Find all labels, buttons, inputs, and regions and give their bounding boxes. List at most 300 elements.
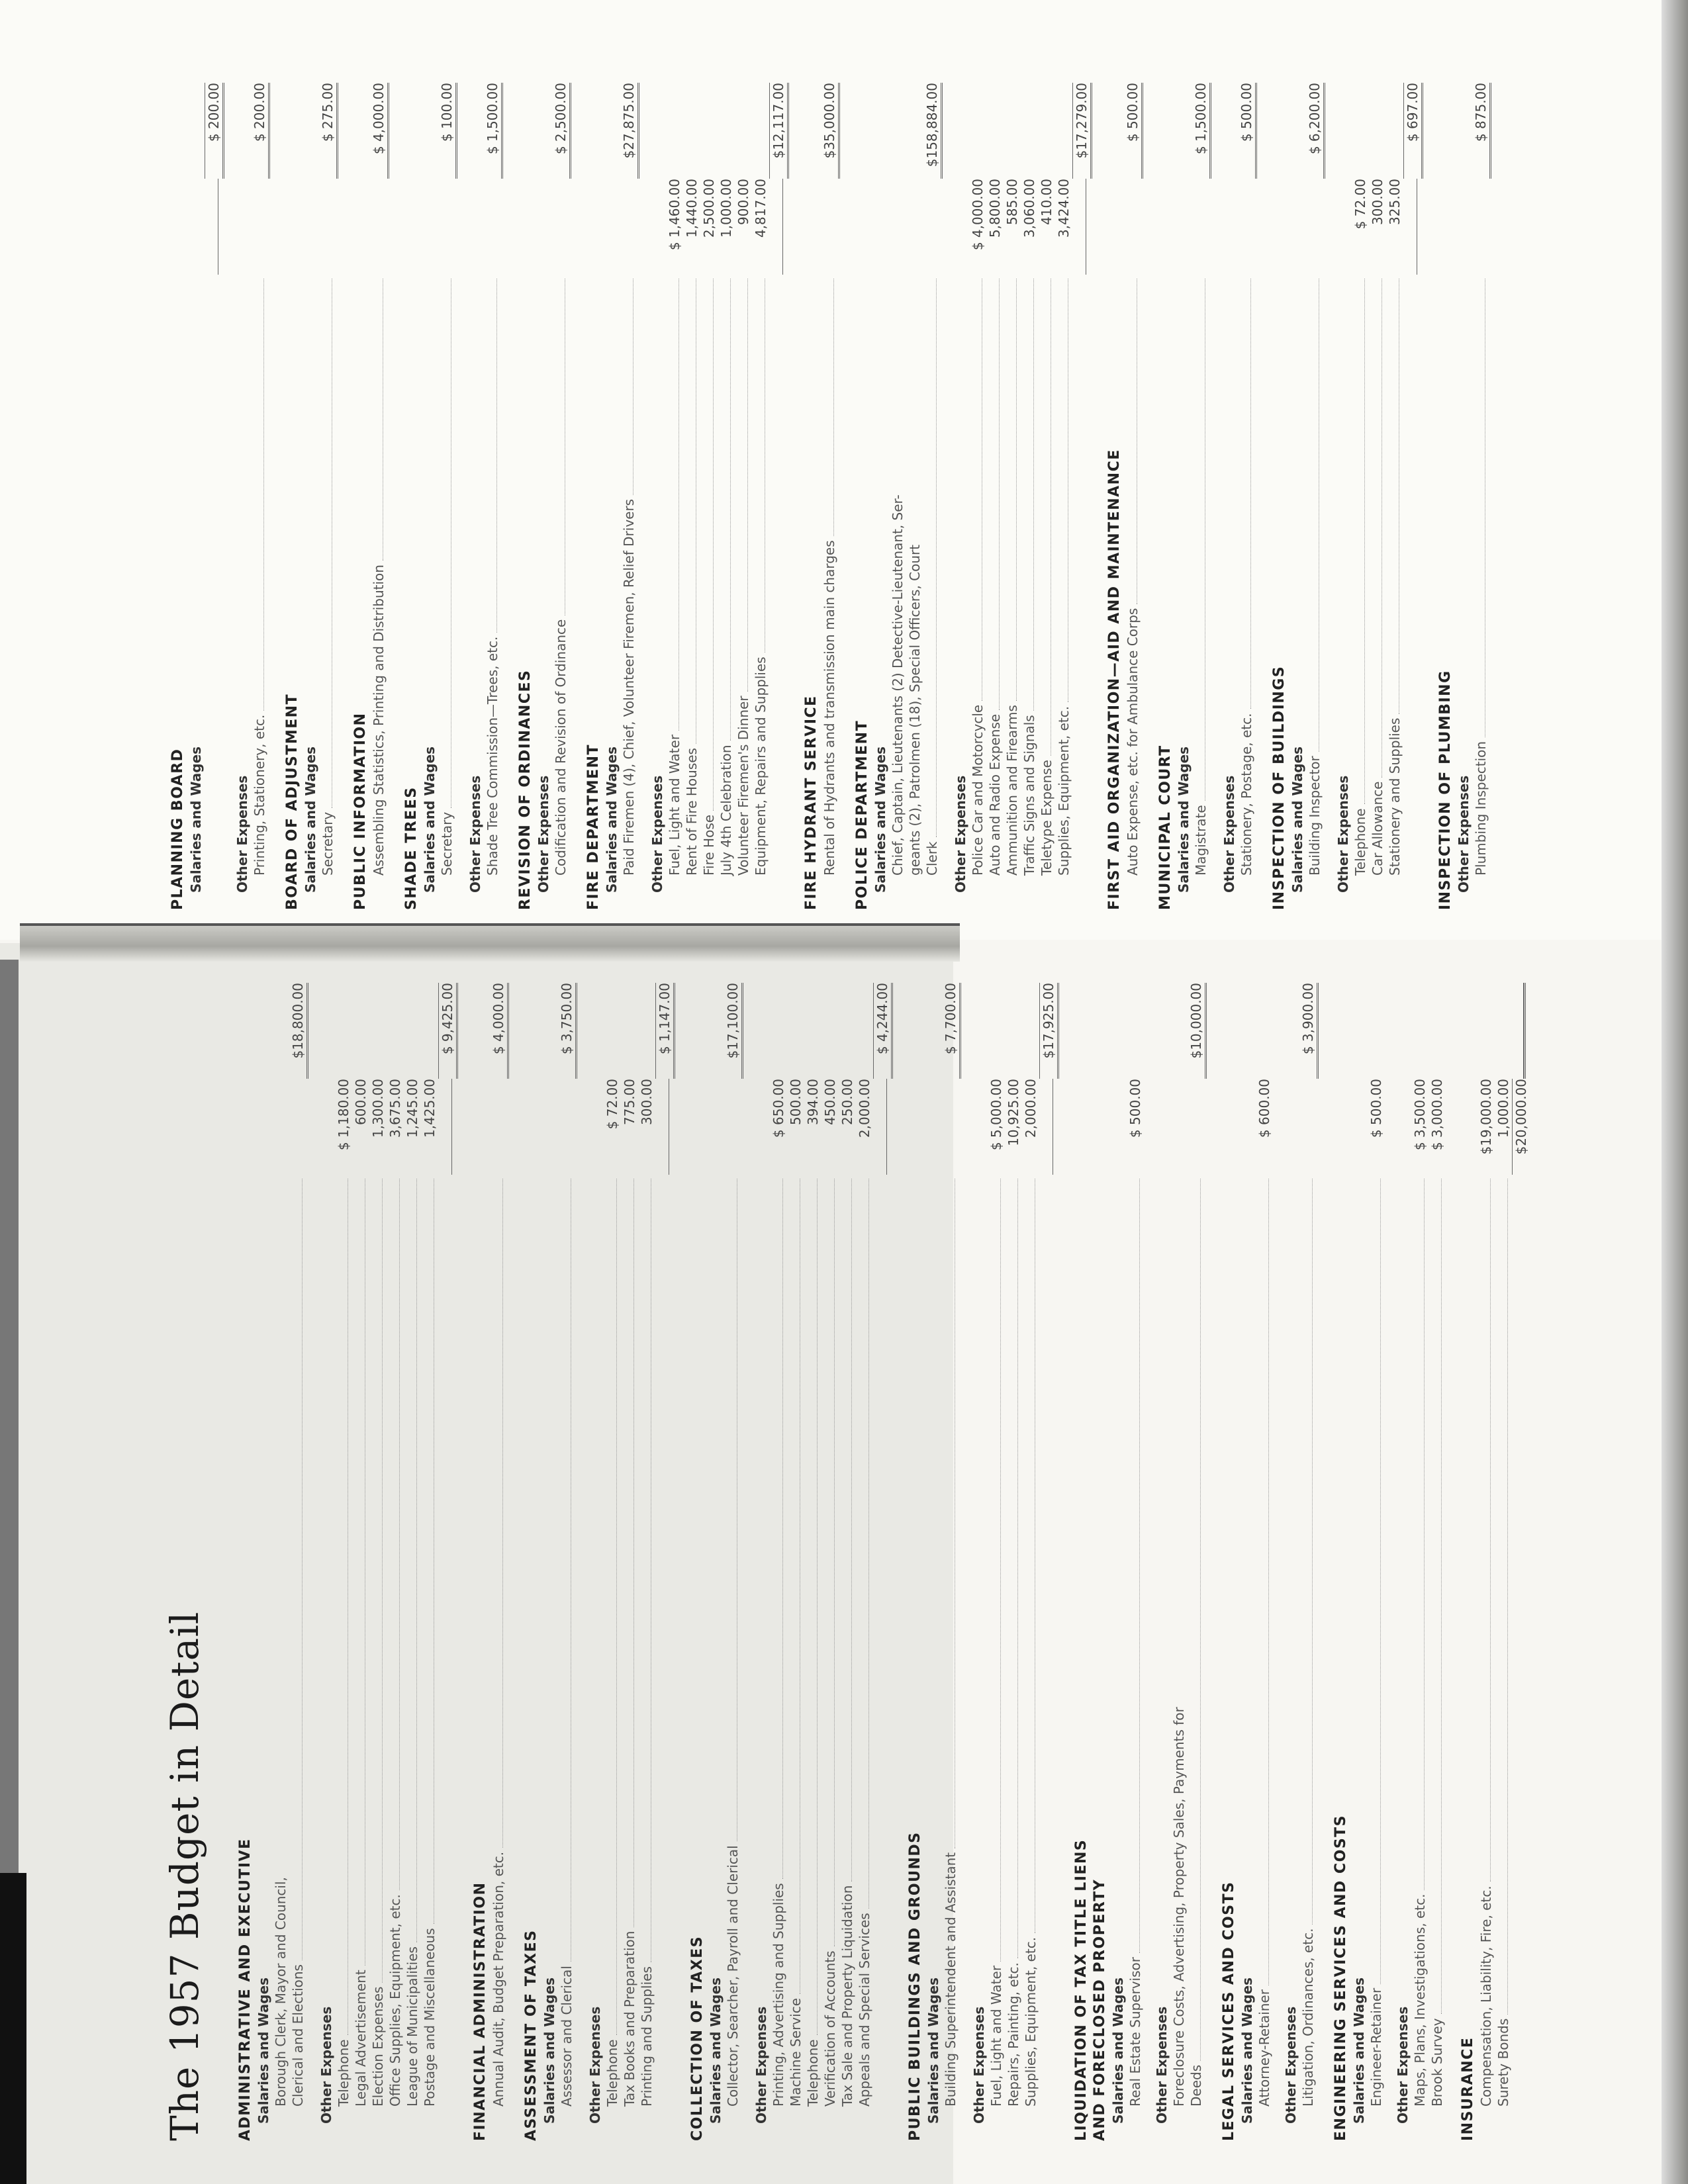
line-item [352, 983, 369, 2141]
budget-section-municipal-court [1156, 83, 1257, 910]
total-amount: $ 1,500.00 [1192, 83, 1211, 179]
line-item [666, 83, 683, 910]
line-item [335, 983, 352, 2141]
subheading-salaries-and-wages: Salaries and Wages [872, 746, 888, 893]
subheading-salaries-and-wages: Salaries and Wages [1289, 746, 1305, 893]
line-item [369, 983, 387, 2141]
line-item [700, 83, 718, 910]
subheading-other-expenses: Other Expenses [1154, 2006, 1170, 2124]
item-label: Teletype Expense [1039, 760, 1055, 876]
total-amount: $35,000.00 [821, 83, 840, 179]
dot-leader [254, 279, 264, 711]
item-amount [451, 1079, 452, 1175]
section-heading: ENGINEERING SERVICES AND COSTS [1333, 1814, 1349, 2141]
total-amount: $158,884.00 [923, 83, 943, 179]
dot-leader [878, 1179, 887, 2103]
total-amount: $27,875.00 [620, 83, 639, 179]
subheading-salaries-and-wages: Salaries and Wages [604, 746, 620, 893]
item-amount: $ 1,180.00 [336, 1079, 352, 1151]
item-amount: 1,245.00 [404, 1079, 420, 1138]
item-amount: 300.00 [639, 1079, 655, 1125]
item-label: Foreclosure Costs, Advertising, Property Sales, Payments for [1171, 1707, 1187, 2107]
subtotal-row [1072, 83, 1092, 910]
total-amount: $ 200.00 [205, 83, 224, 179]
dot-leader [825, 1179, 835, 1946]
total-amount [1523, 983, 1526, 1079]
item-amount: 600.00 [353, 1079, 369, 1125]
scan-corner-shadow [0, 1873, 26, 2184]
budget-section-collection-of-taxes [688, 983, 893, 2141]
total-amount: $17,279.00 [1072, 83, 1092, 179]
section-heading: INSPECTION OF PLUMBING [1437, 670, 1454, 910]
item-amount [886, 1079, 887, 1175]
dot-leader [487, 279, 497, 633]
section-heading: FIRE DEPARTMENT [585, 743, 602, 910]
subheading-salaries-and-wages: Salaries and Wages [1176, 746, 1192, 893]
item-label: Attorney-Retainer [1256, 1989, 1272, 2107]
item-amount: 900.00 [735, 179, 751, 225]
total-amount: $ 1,147.00 [655, 983, 675, 1079]
item-label: Supplies, Equipment, etc. [1056, 705, 1072, 876]
dot-leader [443, 1179, 452, 2103]
item-label: geants (2), Patrolmen (18), Special Officers, Court [907, 544, 923, 876]
total-amount: $ 9,425.00 [438, 983, 458, 1079]
line-item [1299, 983, 1319, 2141]
item-label: Printing, Stationery, etc. [252, 714, 267, 876]
section-heading: MUNICIPAL COURT [1157, 745, 1174, 910]
line-item [1256, 983, 1273, 2141]
line-item [856, 983, 873, 2141]
item-label: Shade Tree Commission—Trees, etc. [485, 636, 500, 876]
item-label: Legal Advertisement [353, 1970, 369, 2107]
item-label: Litigation, Ordinances, etc. [1300, 1928, 1316, 2107]
subheading-other-expenses: Other Expenses [1395, 2006, 1411, 2124]
subtotal-row [769, 83, 789, 910]
item-label: Office Supplies, Equipment, etc. [387, 1894, 403, 2107]
dot-leader [1517, 1179, 1526, 2103]
dot-leader [738, 279, 748, 692]
dot-leader [373, 279, 383, 561]
subheading-other-expenses: Other Expenses [1283, 2006, 1299, 2124]
item-amount: $ 4,000.00 [970, 179, 986, 251]
line-item [421, 983, 438, 2141]
dot-leader [686, 279, 696, 744]
dot-leader [972, 279, 982, 701]
dot-leader [1389, 279, 1399, 714]
dot-leader [1077, 279, 1086, 872]
item-label: Telephone [805, 2039, 821, 2107]
subheading-salaries-and-wages: Salaries and Wages [925, 1977, 941, 2124]
line-item [1477, 983, 1495, 2141]
item-label: Printing, Advertising and Supplies [771, 1883, 786, 2107]
dot-leader [1007, 279, 1017, 701]
item-label: Collector, Searcher, Payroll and Clerical [725, 1845, 741, 2107]
dot-leader [1303, 1179, 1313, 1925]
dot-leader [493, 1179, 503, 1848]
right-page-sections [169, 83, 1491, 910]
page-title: The 1957 Budget in Detail [162, 1611, 207, 2141]
item-label: Printing and Supplies [639, 1966, 655, 2107]
section-heading: PUBLIC INFORMATION [352, 712, 369, 910]
dot-leader [1024, 279, 1034, 711]
item-label: Compensation, Liability, Fire, etc. [1478, 1886, 1494, 2107]
item-label: Paid Firemen (4), Chief, Volunteer Firemen, Relief Drivers [621, 498, 637, 876]
line-item [1368, 983, 1385, 2141]
item-amount: 5,800.00 [987, 179, 1003, 238]
section-heading: ASSESSMENT OF TAXES [523, 1929, 539, 2141]
line-item [552, 83, 571, 910]
total-amount: $17,925.00 [1039, 983, 1059, 1079]
line-item [683, 83, 700, 910]
item-label: Telephone [1352, 808, 1368, 876]
line-item [787, 983, 804, 2141]
item-amount: 10,925.00 [1006, 1079, 1021, 1146]
section-heading: FIRST AID ORGANIZATION—AID AND MAINTENANCE [1106, 449, 1123, 910]
item-amount: 1,000.00 [1495, 1079, 1511, 1138]
line-item [1472, 83, 1491, 910]
item-amount: $ 650.00 [771, 1079, 786, 1138]
budget-section-inspection-of-buildings [1270, 83, 1423, 910]
item-amount: 500.00 [788, 1079, 804, 1125]
total-amount: $12,117.00 [769, 83, 789, 179]
item-label: Stationery, Postage, etc. [1239, 713, 1254, 876]
section-heading: REVISION OF ORDINANCES [517, 669, 534, 910]
dot-leader [893, 279, 902, 490]
item-amount [782, 179, 783, 275]
line-item [438, 83, 457, 910]
subheading-other-expenses: Other Expenses [1335, 775, 1351, 893]
dot-leader [1355, 279, 1365, 804]
dot-leader [1025, 1179, 1035, 1933]
total-amount: $ 4,244.00 [873, 983, 893, 1079]
subheading-other-expenses: Other Expenses [318, 2006, 334, 2124]
line-item [1188, 983, 1207, 2141]
budget-section-police-department [853, 83, 1092, 910]
total-amount: $18,800.00 [289, 983, 308, 1079]
line-item [289, 983, 308, 2141]
item-amount: 325.00 [1387, 179, 1403, 225]
dot-leader [293, 1179, 303, 1960]
subheading-other-expenses: Other Expenses [536, 775, 551, 893]
item-label: Machine Service [788, 1998, 804, 2107]
budget-section-inspection-of-plumbing [1436, 83, 1491, 910]
item-amount: 3,060.00 [1021, 179, 1037, 238]
dot-leader [669, 279, 679, 731]
right-page-content [169, 83, 1559, 910]
dot-leader [1191, 1179, 1201, 2061]
item-label: Chief, Captain, Lieutenants (2) Detective-Lieutenant, Ser- [890, 494, 906, 876]
item-amount: 450.00 [822, 1079, 838, 1125]
budget-section-administrative-and-executive [236, 983, 458, 2141]
line-item [1495, 983, 1512, 2141]
total-amount: $ 500.00 [1124, 83, 1143, 179]
item-amount: $ 72.00 [1352, 179, 1368, 230]
subtotal-row [1512, 983, 1530, 2141]
item-label: Stationery and Supplies [1387, 717, 1403, 876]
item-label: Ammunition and Firearms [1004, 705, 1020, 876]
total-amount: $ 697.00 [1403, 83, 1423, 179]
line-item [1170, 983, 1188, 2141]
dot-leader [555, 279, 565, 615]
line-item [969, 83, 986, 910]
dot-leader [561, 1179, 571, 1962]
item-label: Telephone [604, 2039, 620, 2107]
item-label: Secretary [320, 811, 336, 876]
item-amount: 1,425.00 [422, 1079, 438, 1138]
item-amount: $ 3,000.00 [1429, 1079, 1445, 1151]
subheading-salaries-and-wages: Salaries and Wages [708, 1977, 724, 2124]
total-amount: $ 3,900.00 [1299, 983, 1319, 1079]
budget-section-revision-of-ordinances [516, 83, 571, 910]
subheading-other-expenses: Other Expenses [587, 2006, 603, 2124]
line-item [986, 83, 1004, 910]
section-heading: INSURANCE [1460, 2036, 1476, 2141]
total-amount: $ 500.00 [1238, 83, 1257, 179]
section-heading: PLANNING BOARD [169, 748, 186, 910]
section-heading: POLICE DEPARTMENT [854, 719, 870, 910]
line-item [923, 83, 943, 910]
dot-leader [859, 1179, 869, 1909]
item-amount: 2,000.00 [857, 1079, 872, 1138]
item-label: Maps, Plans, Investigations, etc. [1412, 1893, 1428, 2107]
budget-section-shade-trees [402, 83, 503, 910]
item-amount: 3,424.00 [1056, 179, 1072, 238]
item-label: Verification of Accounts [822, 1950, 838, 2107]
budget-section-financial-administration [471, 983, 509, 2141]
item-label: Rent of Fire Houses [684, 748, 700, 876]
dot-leader [1372, 279, 1382, 778]
dot-leader [355, 1179, 365, 1966]
line-item [251, 83, 270, 910]
dot-leader [407, 1179, 417, 1942]
line-item [735, 83, 752, 910]
item-amount: 775.00 [622, 1079, 637, 1125]
item-label: Tax Sale and Property Liquidation [839, 1885, 855, 2107]
budget-section-liquidation-of-tax-title-liens [1072, 983, 1207, 2141]
total-amount: $17,100.00 [724, 983, 743, 1079]
section-heading: FIRE HYDRANT SERVICE [803, 695, 820, 910]
line-item [821, 983, 839, 2141]
dot-leader [1241, 279, 1251, 709]
dot-leader [322, 279, 332, 808]
item-label: Clerk [924, 841, 940, 876]
line-item [404, 983, 421, 2141]
subheading-salaries-and-wages: Salaries and Wages [1351, 1977, 1367, 2124]
line-item [387, 983, 404, 2141]
dot-leader [927, 279, 937, 837]
line-item [906, 83, 923, 910]
item-label: Surety Bonds [1495, 2018, 1511, 2107]
subheading-salaries-and-wages: Salaries and Wages [1110, 1977, 1126, 2124]
line-item [1038, 83, 1055, 910]
line-item [839, 983, 856, 2141]
item-amount: $ 3,500.00 [1412, 1079, 1428, 1151]
line-item [1429, 983, 1446, 2141]
line-item [1055, 83, 1072, 910]
section-heading: BOARD OF ADJUSTMENT [284, 693, 301, 910]
total-amount: $ 4,000.00 [370, 83, 389, 179]
dot-leader [660, 1179, 669, 2103]
item-label: Borough Clerk, Mayor and Council, [273, 1877, 289, 2107]
dot-leader [990, 279, 1000, 710]
budget-section-assessment-of-taxes [522, 983, 675, 2141]
dot-leader [1196, 279, 1205, 801]
item-amount: 1,300.00 [370, 1079, 386, 1138]
total-amount: $ 6,200.00 [1306, 83, 1325, 179]
budget-section-first-aid-organization-aid-and-maintenance [1105, 83, 1143, 910]
item-label: Assessor and Clerical [559, 1966, 575, 2107]
total-amount: $ 1,500.00 [484, 83, 503, 179]
item-label: Fuel, Light and Water [667, 734, 682, 876]
section-heading: ADMINISTRATIVE AND EXECUTIVE [237, 1838, 254, 2141]
line-item [1411, 983, 1429, 2141]
dot-leader [1498, 1179, 1508, 2015]
item-label: Auto Expense, etc. for Ambulance Corps [1125, 608, 1141, 876]
dot-leader [910, 279, 919, 541]
total-amount: $ 7,700.00 [942, 983, 961, 1079]
line-item [821, 83, 840, 910]
line-item [1124, 83, 1143, 910]
line-item [804, 983, 821, 2141]
section-heading: LIQUIDATION OF TAX TITLE LIENS [1073, 1839, 1090, 2141]
budget-section-public-information [352, 83, 389, 910]
binding-shadow [1662, 0, 1688, 2184]
total-amount: $ 3,750.00 [558, 983, 577, 1079]
line-item [1386, 83, 1403, 910]
dot-leader [624, 1179, 634, 1927]
item-amount: $ 500.00 [1368, 1079, 1384, 1138]
section-heading: COLLECTION OF TAXES [689, 1935, 706, 2141]
line-item [1127, 983, 1144, 2141]
item-label: Supplies, Equipment, etc. [1023, 1936, 1039, 2107]
subheading-salaries-and-wages: Salaries and Wages [541, 1977, 557, 2124]
dot-leader [424, 1179, 434, 1924]
item-amount: 2,000.00 [1023, 1079, 1039, 1138]
line-item [1005, 983, 1022, 2141]
item-amount: 394.00 [805, 1079, 821, 1125]
line-item [770, 983, 787, 2141]
line-item [558, 983, 577, 2141]
total-amount: $ 275.00 [319, 83, 338, 179]
dot-leader [1041, 279, 1051, 756]
dot-leader [727, 1179, 737, 1841]
subheading-other-expenses: Other Expenses [971, 2006, 987, 2124]
item-amount: $ 5,000.00 [988, 1079, 1004, 1151]
budget-section-engineering-services-and-costs [1332, 983, 1446, 2141]
dot-leader [624, 279, 633, 495]
budget-section-board-of-adjustment [283, 83, 338, 910]
dot-leader [1415, 1179, 1425, 1890]
dot-leader [1044, 1179, 1053, 2103]
line-item [889, 83, 906, 910]
subheading-other-expenses: Other Expenses [467, 775, 483, 893]
item-label: Appeals and Special Services [857, 1913, 872, 2107]
item-label: Police Car and Motorcycle [970, 704, 986, 876]
item-amount: 1,000.00 [718, 179, 734, 238]
line-item [1306, 83, 1325, 910]
subheading-salaries-and-wages: Salaries and Wages [1239, 1977, 1255, 2124]
item-label: July 4th Celebration [718, 745, 734, 876]
subtotal-row [1039, 983, 1059, 2141]
dot-leader [842, 1179, 852, 1882]
dot-leader [1008, 1179, 1018, 1958]
budget-section-legal-services-and-costs [1220, 983, 1319, 2141]
budget-section-fire-department [585, 83, 789, 910]
item-label: Secretary [439, 811, 455, 876]
dot-leader [991, 1179, 1001, 1962]
budget-section-planning-board [169, 83, 270, 910]
item-label: Assembling Statistics, Printing and Distribution [371, 565, 387, 876]
item-amount: $ 600.00 [1256, 1079, 1272, 1138]
item-label: Postage and Miscellaneous [422, 1928, 438, 2107]
total-amount: $10,000.00 [1188, 983, 1207, 1079]
subtotal-row [873, 983, 893, 2141]
dot-leader [390, 1179, 400, 1890]
line-item [988, 983, 1005, 2141]
dot-leader [1371, 1179, 1381, 1984]
section-heading: FINANCIAL ADMINISTRATION [472, 1882, 489, 2141]
item-label: League of Municipalities [404, 1946, 420, 2107]
total-amount: $ 200.00 [251, 83, 270, 179]
line-item [942, 983, 961, 2141]
section-heading-line2: AND FORECLOSED PROPERTY [1092, 1878, 1108, 2141]
dot-leader [704, 279, 714, 811]
line-item [1369, 83, 1386, 910]
line-item [620, 83, 639, 910]
subheading-other-expenses: Other Expenses [753, 2006, 769, 2124]
dot-leader [1259, 1179, 1269, 1985]
left-page-content [162, 983, 1529, 2141]
subheading-salaries-and-wages: Salaries and Wages [188, 746, 204, 893]
item-label: Equipment, Repairs and Supplies [753, 657, 769, 876]
item-label: Traffic Signs and Signals [1021, 715, 1037, 876]
item-amount: $20,000.00 [1512, 1079, 1530, 1175]
dot-leader [1432, 1179, 1442, 2015]
dot-leader [773, 1179, 783, 1879]
section-heading: INSPECTION OF BUILDINGS [1271, 665, 1288, 910]
item-label: Magistrate [1193, 805, 1209, 876]
dot-leader [1408, 279, 1417, 872]
item-label: Volunteer Firemen's Dinner [735, 696, 751, 876]
item-label: Car Allowance [1370, 781, 1385, 876]
item-label: Annual Audit, Budget Preparation, etc. [491, 1851, 506, 2107]
dot-leader [808, 1179, 818, 2035]
item-amount: $ 1,460.00 [667, 179, 682, 251]
item-label: Tax Books and Preparation [622, 1931, 637, 2107]
item-amount: 3,675.00 [387, 1079, 403, 1138]
dot-leader [1481, 1179, 1491, 1882]
subheading-other-expenses: Other Expenses [1221, 775, 1237, 893]
subheading-other-expenses: Other Expenses [649, 775, 665, 893]
total-amount: $ 875.00 [1472, 83, 1491, 179]
subheading-other-expenses: Other Expenses [953, 775, 968, 893]
item-label: Fuel, Light and Water [988, 1965, 1004, 2107]
page-fold-shadow [20, 923, 960, 962]
subheading-salaries-and-wages: Salaries and Wages [303, 746, 318, 893]
item-amount: 4,817.00 [753, 179, 769, 238]
item-label: Deeds [1188, 2064, 1204, 2107]
item-label: Building Superintendent and Assistant [943, 1852, 959, 2107]
line-item [370, 83, 389, 910]
item-label: Codification and Revision of Ordinance [553, 619, 569, 876]
dot-leader [721, 279, 731, 741]
line-item [272, 983, 289, 2141]
dot-leader [276, 1179, 285, 1873]
line-item [319, 83, 338, 910]
section-heading: LEGAL SERVICES AND COSTS [1221, 1881, 1237, 2141]
dot-leader [1127, 279, 1137, 604]
item-amount: 250.00 [839, 1079, 855, 1125]
